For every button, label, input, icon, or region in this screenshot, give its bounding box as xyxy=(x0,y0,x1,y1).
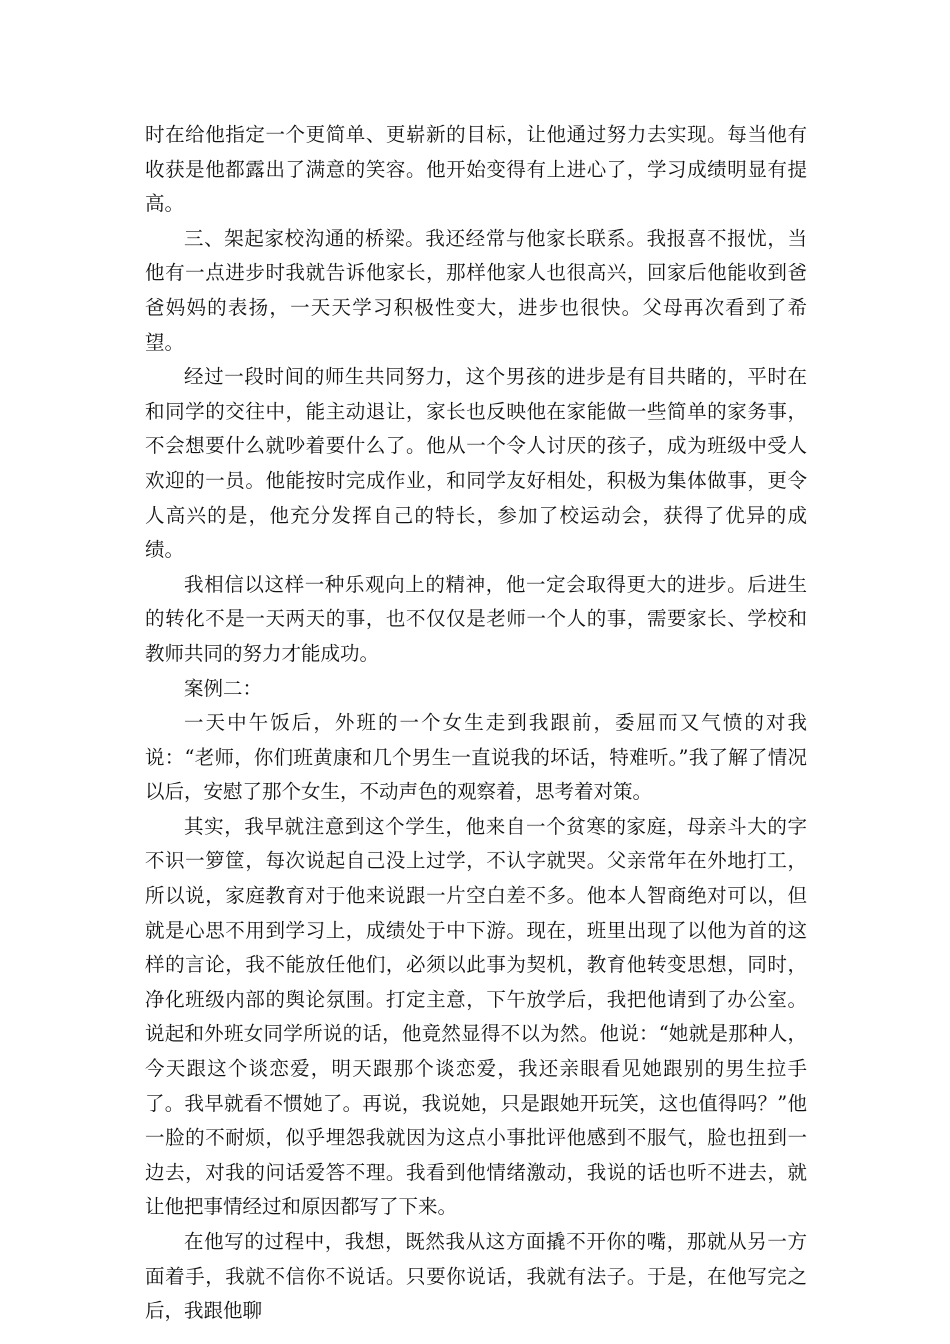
paragraph-3: 经过一段时间的师生共同努力，这个男孩的进步是有目共睹的，平时在和同学的交往中，能主动退让，家长也反映他在家能做一些简单的家务事，不会想要什么就吵着要什么了。他从一个令人讨厌的孩子，成为班级中受人欢迎的一员。他能按时完成作业，和同学友好相处，积极为集体做事，更令人高兴的是，他充分发挥自己的特长，参加了校运动会，获得了优异的成绩。 xyxy=(145,365,807,562)
paragraph-1: 时在给他指定一个更简单、更崭新的目标，让他通过努力去实现。每当他有收获是他都露出了满意的笑容。他开始变得有上进心了，学习成绩明显有提高。 xyxy=(145,123,807,216)
document-page xyxy=(145,118,807,1329)
section-heading-case-two: 案例二： xyxy=(184,676,263,700)
paragraph-8: 在他写的过程中，我想，既然我从这方面撬不开你的嘴，那就从另一方面着手，我就不信你不说话。只要你说话，我就有法子。于是，在他写完之后，我跟他聊 xyxy=(145,1230,807,1323)
paragraph-6: 一天中午饭后，外班的一个女生走到我跟前，委屈而又气愤的对我说：“老师，你们班黄康和几个男生一直说我的坏话，特难听。”我了解了情况以后，安慰了那个女生，不动声色的观察着，思考着对策。 xyxy=(145,711,807,804)
paragraph-7: 其实，我早就注意到这个学生，他来自一个贫寒的家庭，母亲斗大的字不识一箩筐，每次说起自己没上过学，不认字就哭。父亲常年在外地打工，所以说，家庭教育对于他来说跟一片空白差不多。他本人智商绝对可以，但就是心思不用到学习上，成绩处于中下游。现在，班里出现了以他为首的这样的言论，我不能放任他们，必须以此事为契机，教育他转变思想，同时，净化班级内部的舆论氛围。打定主意，下午放学后，我把他请到了办公室。说起和外班女同学所说的话，他竟然显得不以为然。他说：“她就是那种人，今天跟这个谈恋爱，明天跟那个谈恋爱，我还亲眼看见她跟别的男生拉手了。我早就看不惯她了。再说，我说她，只是跟她开玩笑，这也值得吗？”他一脸的不耐烦，似乎埋怨我就因为这点小事批评他感到不服气，脸也扭到一边去，对我的问话爱答不理。我看到他情绪激动，我说的话也听不进去，就让他把事情经过和原因都写了下来。 xyxy=(145,814,807,1219)
paragraph-4: 我相信以这样一种乐观向上的精神，他一定会取得更大的进步。后进生的转化不是一天两天的事，也不仅仅是老师一个人的事，需要家长、学校和教师共同的努力才能成功。 xyxy=(145,572,807,665)
paragraph-2: 三、架起家校沟通的桥梁。我还经常与他家长联系。我报喜不报忧，当他有一点进步时我就告诉他家长，那样他家人也很高兴，回家后他能收到爸爸妈妈的表扬，一天天学习积极性变大，进步也很快。父母再次看到了希望。 xyxy=(145,226,807,354)
